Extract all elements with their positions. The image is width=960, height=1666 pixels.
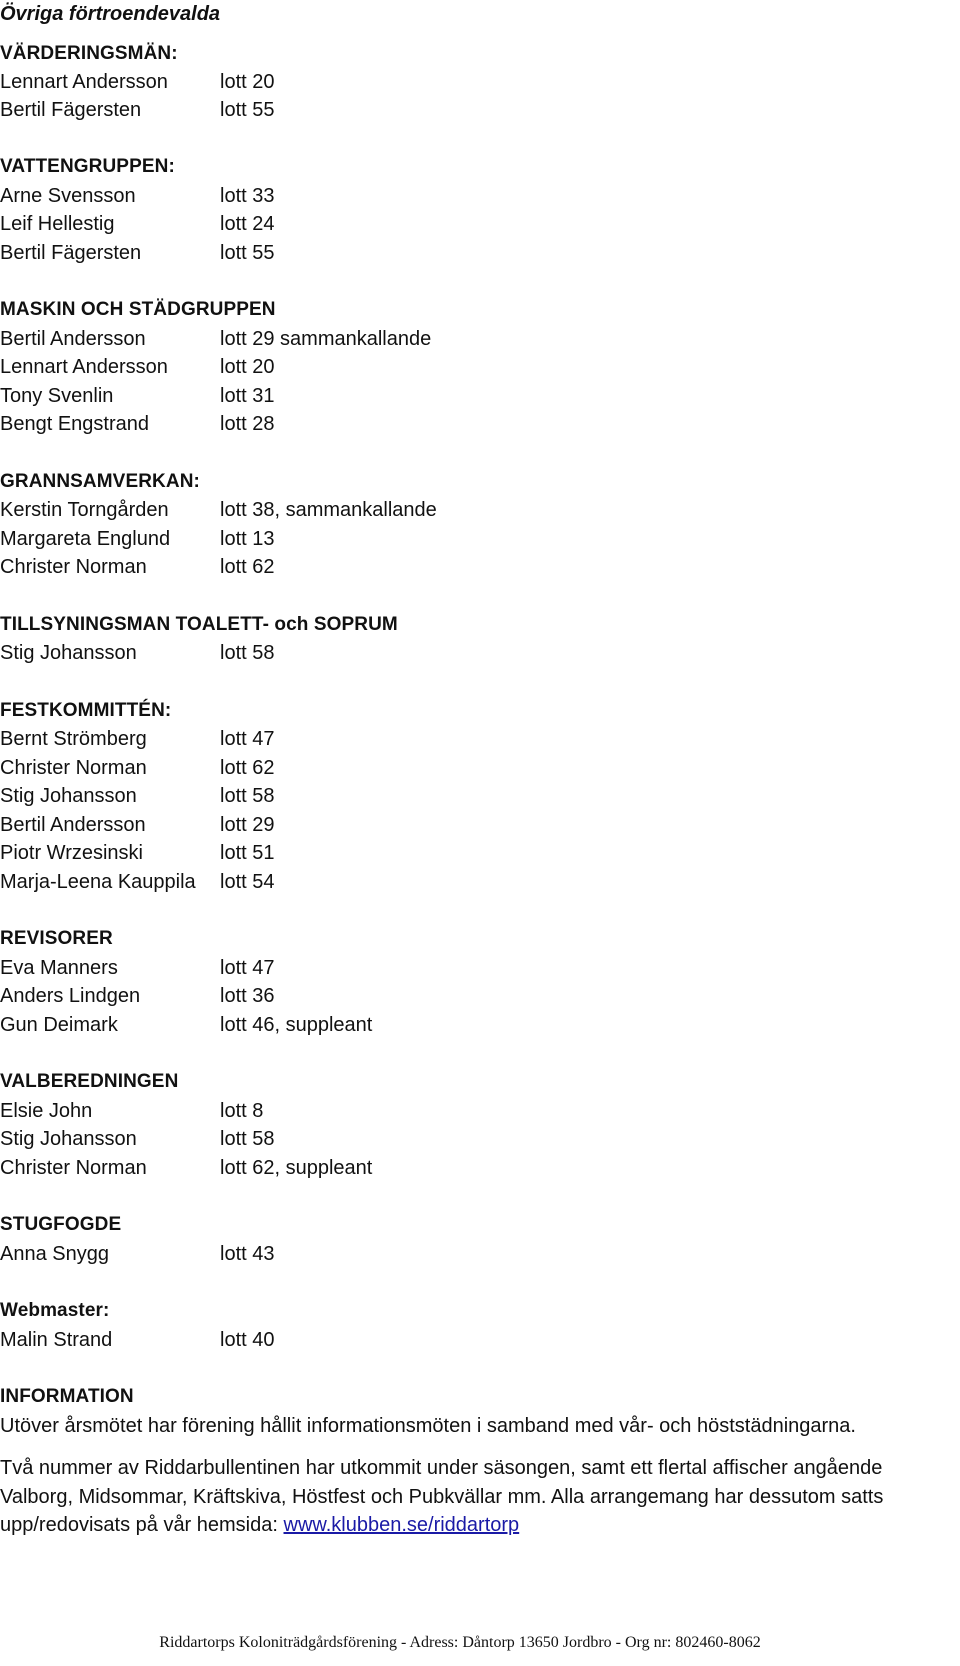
member-lot: lott 47 bbox=[220, 957, 275, 979]
section-heading-vattengruppen: VATTENGRUPPEN: bbox=[0, 156, 175, 177]
member-lot: lott 46, suppleant bbox=[220, 1014, 373, 1036]
member-name: Marja-Leena Kauppila bbox=[0, 871, 196, 893]
member-name: Kerstin Torngården bbox=[0, 499, 169, 521]
member-name: Eva Manners bbox=[0, 957, 118, 979]
member-name: Bertil Andersson bbox=[0, 328, 146, 350]
member-lot: lott 54 bbox=[220, 871, 275, 893]
section-heading-festkommitten: FESTKOMMITTÉN: bbox=[0, 700, 172, 721]
member-name: Bernt Strömberg bbox=[0, 728, 147, 750]
member-lot: lott 47 bbox=[220, 728, 275, 750]
member-lot: lott 62 bbox=[220, 556, 275, 578]
member-lot: lott 29 bbox=[220, 814, 275, 836]
section-heading-tillsyning: TILLSYNINGSMAN TOALETT- och SOPRUM bbox=[0, 614, 398, 635]
section-heading-revisorer: REVISORER bbox=[0, 928, 113, 949]
member-name: Bertil Andersson bbox=[0, 814, 146, 836]
member-name: Bertil Fägersten bbox=[0, 99, 142, 121]
member-lot: lott 62 bbox=[220, 757, 275, 779]
member-lot: lott 62, suppleant bbox=[220, 1157, 373, 1179]
information-paragraph-2 bbox=[0, 1454, 955, 1540]
section-heading-valberedningen: VALBEREDNINGEN bbox=[0, 1071, 179, 1092]
member-name: Leif Hellestig bbox=[0, 213, 115, 235]
member-lot: lott 36 bbox=[220, 985, 275, 1007]
member-name: Arne Svensson bbox=[0, 185, 136, 207]
member-lot: lott 58 bbox=[220, 1128, 275, 1150]
member-name: Gun Deimark bbox=[0, 1014, 118, 1036]
member-name: Christer Norman bbox=[0, 1157, 147, 1179]
member-lot: lott 55 bbox=[220, 99, 275, 121]
document-title: Övriga förtroendevalda bbox=[0, 3, 221, 25]
member-lot: lott 55 bbox=[220, 242, 275, 264]
information-paragraph-1: Utöver årsmötet har förening hållit informationsmöten i samband med vår- och höststädningarna. bbox=[0, 1415, 856, 1437]
section-heading-webmaster: Webmaster: bbox=[0, 1300, 110, 1321]
section-heading-varderingsman: VÄRDERINGSMÄN: bbox=[0, 43, 178, 64]
member-name: Anders Lindgen bbox=[0, 985, 141, 1007]
member-name: Lennart Andersson bbox=[0, 71, 168, 93]
member-lot: lott 58 bbox=[220, 642, 275, 664]
member-name: Margareta Englund bbox=[0, 528, 171, 550]
member-name: Christer Norman bbox=[0, 556, 147, 578]
member-name: Tony Svenlin bbox=[0, 385, 114, 407]
member-lot: lott 29 sammankallande bbox=[220, 328, 432, 350]
member-lot: lott 28 bbox=[220, 413, 275, 435]
member-lot: lott 13 bbox=[220, 528, 275, 550]
member-lot: lott 8 bbox=[220, 1100, 264, 1122]
member-name: Malin Strand bbox=[0, 1329, 113, 1351]
member-name: Anna Snygg bbox=[0, 1243, 109, 1265]
member-lot: lott 38, sammankallande bbox=[220, 499, 437, 521]
member-lot: lott 43 bbox=[220, 1243, 275, 1265]
information-paragraph-2-text: Två nummer av Riddarbullentinen har utkommit under säsongen, samt ett flertal affischer angående Valborg, Midsommar, Kräftskiva, Höstfest och Pubkvällar mm. Alla arrangemang har dessutom satts upp/redovisats på vår hemsida: bbox=[0, 1457, 884, 1536]
member-name: Bengt Engstrand bbox=[0, 413, 149, 435]
website-link[interactable]: www.klubben.se/riddartorp bbox=[283, 1514, 520, 1536]
member-name: Piotr Wrzesinski bbox=[0, 842, 143, 864]
member-name: Stig Johansson bbox=[0, 785, 137, 807]
member-lot: lott 51 bbox=[220, 842, 275, 864]
section-heading-stugfogde: STUGFOGDE bbox=[0, 1214, 122, 1235]
member-name: Elsie John bbox=[0, 1100, 93, 1122]
member-lot: lott 20 bbox=[220, 71, 275, 93]
section-heading-information: INFORMATION bbox=[0, 1386, 134, 1407]
member-name: Christer Norman bbox=[0, 757, 147, 779]
member-lot: lott 31 bbox=[220, 385, 275, 407]
section-heading-grannsamverkan: GRANNSAMVERKAN: bbox=[0, 471, 200, 492]
member-name: Bertil Fägersten bbox=[0, 242, 142, 264]
member-lot: lott 33 bbox=[220, 185, 275, 207]
member-lot: lott 24 bbox=[220, 213, 275, 235]
page-footer: Riddartorps Koloniträdgårdsförening - Adress: Dåntorp 13650 Jordbro - Org nr: 802460-8062 bbox=[159, 1634, 761, 1651]
member-lot: lott 40 bbox=[220, 1329, 275, 1351]
member-name: Lennart Andersson bbox=[0, 356, 168, 378]
member-lot: lott 20 bbox=[220, 356, 275, 378]
member-lot: lott 58 bbox=[220, 785, 275, 807]
section-heading-maskin: MASKIN OCH STÄDGRUPPEN bbox=[0, 299, 276, 320]
member-name: Stig Johansson bbox=[0, 642, 137, 664]
member-name: Stig Johansson bbox=[0, 1128, 137, 1150]
